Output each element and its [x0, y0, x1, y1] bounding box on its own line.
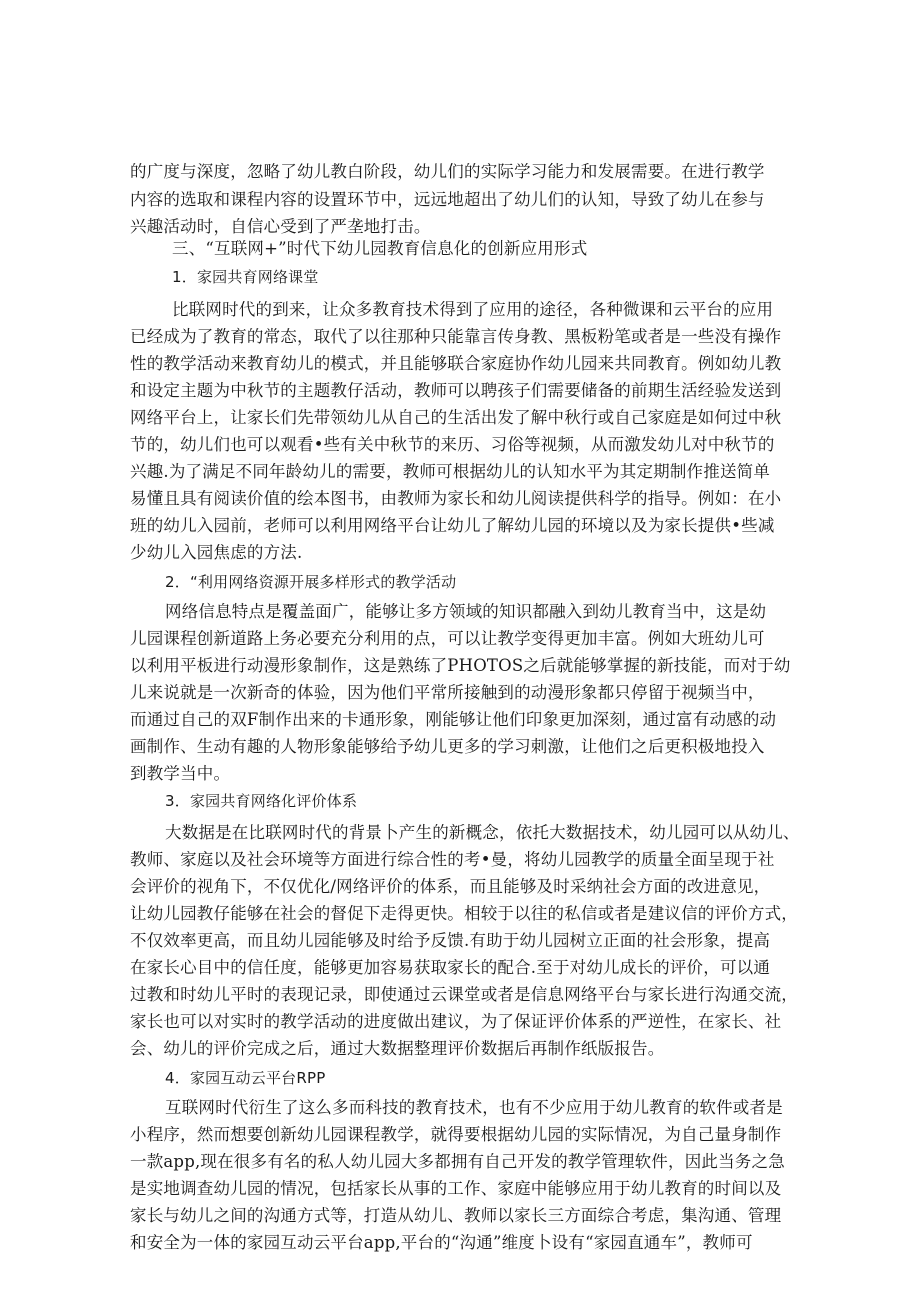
paragraph-line: 网络信息特点是覆盖面广，能够让多方领域的知识都融入到幼儿教育当中，这是幼	[165, 602, 767, 621]
paragraph-line: 画制作、生动有趣的人物形象能够给予幼儿更多的学习刺激，让他们之后更积极地投入	[130, 737, 765, 756]
paragraph-line: 会、幼儿的评价完成之后，通过大数据整理评价数据后再制作纸版报告。	[130, 1039, 665, 1058]
paragraph-line: 兴趣.为了满足不同年龄幼儿的需要，教师可根据幼儿的认知水平为其定期制作推送简单	[130, 462, 771, 481]
paragraph-line: 和设定主题为中秋节的主题教仔活动，教师可以聘孩子们需要储备的前期生活经验发送到	[130, 381, 782, 400]
paragraph-line: 互联网时代衍生了这么多而科技的教育技术，也有不少应用于幼儿教育的软件或者是	[165, 1098, 783, 1117]
paragraph-line: 节的，幼儿们也可以观看•些有关中秋节的来历、习俗等视频，从而激发幼儿对中秋节的	[130, 435, 775, 454]
paragraph-line: 家长也可以对实时的教学活动的进度做出建议，为了保证评价体系的严逆性，在家长、社	[130, 1012, 782, 1031]
paragraph-line: 是实地调查幼儿园的情况，包括家长从事的工作、家庭中能够应用于幼儿教育的时间以及	[130, 1179, 782, 1198]
paragraph-line: 而通过自己的双F制作出来的卡通形象，刚能够让他们印象更加深刻，通过富有动感的动	[130, 710, 777, 729]
paragraph-line: 儿园课程创新道路上务必要充分利用的点，可以让教学变得更加丰富。例如大班幼儿可	[130, 629, 765, 648]
paragraph-line: 在家长心目中的信任度，能够更加容易获取家长的配合.至于对幼儿成长的评价，可以通	[130, 958, 771, 977]
subsection-heading-4: 4．家园互动云平台RPP	[165, 1069, 326, 1087]
paragraph-line: 到教学当中。	[130, 764, 231, 783]
paragraph-line: 大数据是在比联网时代的背景卜产生的新概念，依托大数据技术，幼儿园可以从幼儿、	[165, 823, 800, 842]
paragraph-line: 比联网时代的到来，让众多教育技术得到了应用的途径，各种微课和云平台的应用	[172, 300, 774, 319]
subsection-heading-2: 2．“利用网络资源开展多样形式的教学活动	[165, 573, 457, 591]
paragraph-line: 儿来说就是一次新奇的体验，因为他们平常所接触到的动漫形象都只停留于视频当中，	[130, 683, 765, 702]
paragraph-line: 兴趣活动时，自信心受到了严垄地打击。	[130, 217, 431, 236]
paragraph-line: 班的幼儿入园前，老师可以利用网络平台让幼儿了解幼儿园的环境以及为家长提供•些减	[130, 516, 775, 535]
paragraph-line: 不仅效率更高，而且幼儿园能够及时给予反馈.有助于幼儿园树立正面的社会形象，提高	[130, 931, 771, 950]
subsection-heading-3: 3．家园共育网络化评价体系	[165, 792, 358, 810]
paragraph-line: 易懂且具有阅读价值的绘本图书，由教师为家长和幼儿阅读提供科学的指导。例如：在小	[130, 489, 782, 508]
paragraph-line: 家长与幼儿之间的沟通方式等，打造从幼儿、教师以家长三方面综合考虑，集沟通、管理	[130, 1206, 782, 1225]
paragraph-line: 教师、家庭以及社会环境等方面进行综合性的考•曼，将幼儿园教学的质量全面呈现于社	[130, 850, 775, 869]
paragraph-line: 内容的选取和课程内容的设置环节中，远远地超出了幼儿们的认知，导致了幼儿在参与	[130, 190, 765, 209]
paragraph-line: 让幼儿园教仔能够在社会的督促下走得更快。相较于以往的私信或者是建议信的评价方式，	[130, 904, 798, 923]
subsection-heading-1: 1．家园共育网络课堂	[172, 268, 319, 286]
paragraph-line: 网络平台上，让家长们先带领幼儿从自己的生活出发了解中秋行或自己家庭是如何过中秋	[130, 408, 782, 427]
paragraph-line: 以利用平板进行动漫形象制作，这是熟练了PHOTOS之后就能够掌握的新技能，而对于幼	[130, 656, 791, 675]
section-title: 三、“互联网+”时代下幼儿园教育信息化的创新应用形式	[172, 239, 588, 258]
paragraph-line: 过教和时幼儿平时的表现记录，即使通过云课堂或者是信息网络平台与家长进行沟通交流，	[130, 985, 798, 1004]
paragraph-line: 会评价的视角下，不仅优化/网络评价的体系，而且能够及时采纳社会方面的改进意见，	[130, 877, 771, 896]
paragraph-line: 和安全为一体的家园互动云平台app,平台的“沟通”维度卜设有“家园直通车”，教师可	[130, 1233, 753, 1252]
paragraph-line: 少幼儿入园焦虑的方法.	[130, 543, 303, 562]
paragraph-line: 小程序，然而想要创新幼儿园课程教学，就得要根据幼儿园的实际情况，为自己量身制作	[130, 1125, 782, 1144]
paragraph-line: 的广度与深度，忽略了幼儿教白阶段，幼儿们的实际学习能力和发展需要。在进行教学	[130, 162, 765, 181]
paragraph-line: 已经成为了教育的常态，取代了以往那种只能靠言传身教、黑板粉笔或者是一些没有操作	[130, 327, 782, 346]
paragraph-line: 性的教学活动来教育幼儿的模式，并且能够联合家庭协作幼儿园来共同教育。例如幼儿教	[130, 354, 782, 373]
paragraph-line: 一款app,现在很多有名的私人幼儿园大多都拥有自己开发的教学管理软件，因此当务之急	[130, 1152, 785, 1171]
